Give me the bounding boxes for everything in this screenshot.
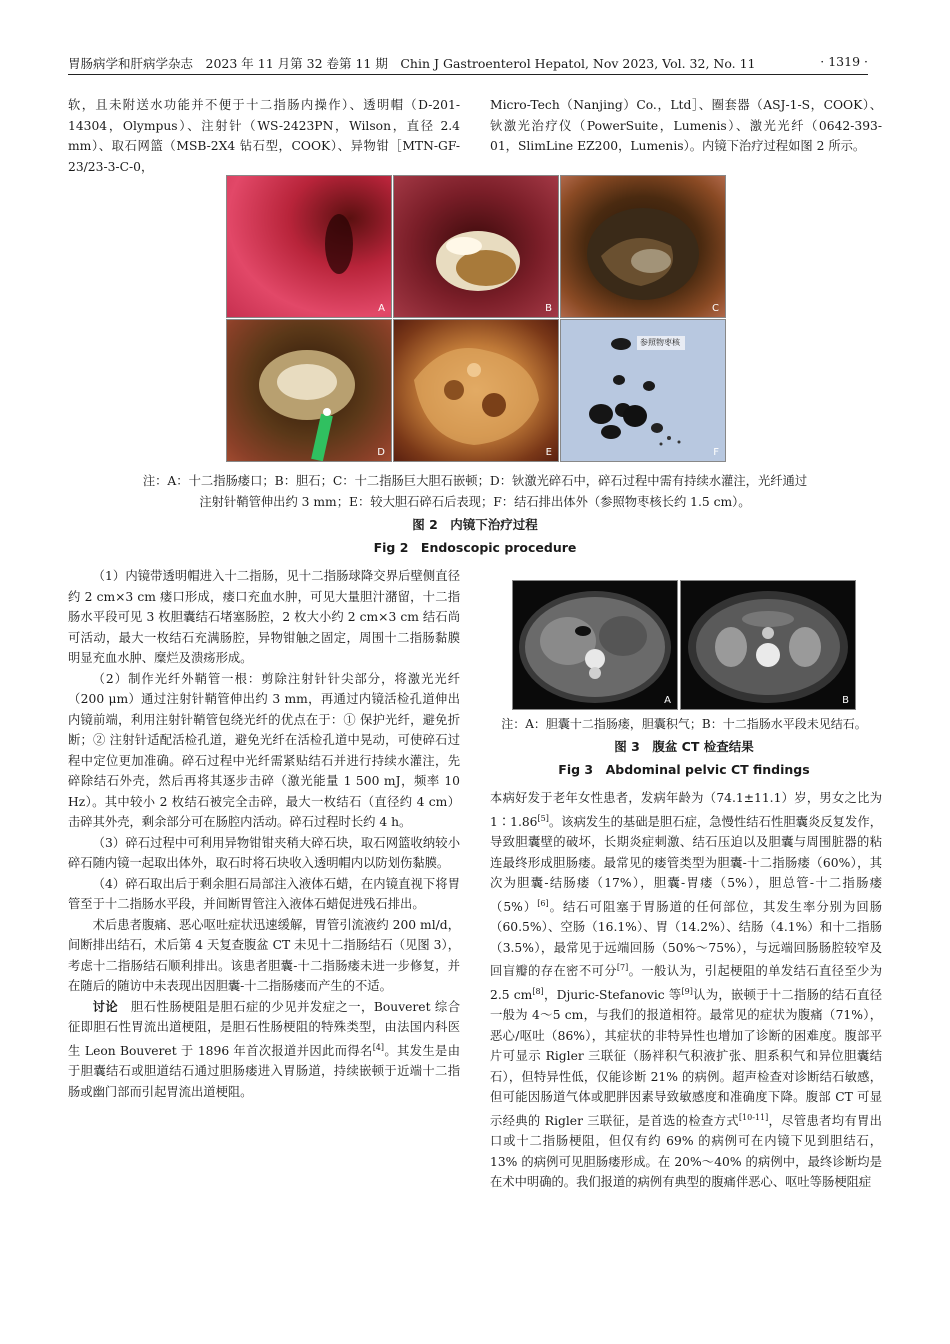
paragraph-step-2: （2）制作光纤外鞘管一根：剪除注射针针尖部分，将激光光纤（200 μm）通过注射针鞘管伸出约 3 mm，再通过内镜活检孔道伸出内镜前端，利用注射针鞘管包绕光纤的优点在于：① 保护光纤，避免折断；② 注射针适配活检孔道，避免光纤在活检孔道中晃动，可使碎石过程中定位更加准确。碎石过程中光纤需紧贴结石并进行持续水灌注，先碎除结石外壳，然后再将其逐步击碎（激光能量 1 500 mJ，频率 10 Hz）。其中较小 2 枚结石被完全击碎，最大一枚结石（直径约 4 cm）击碎其外壳，剩余部分可在肠腔内活动。碎石过程时长约 4 h。 xyxy=(68,671,460,829)
journal-header: 胃肠病学和肝病学杂志 2023 年 11 月第 32 卷第 11 期 Chin J Gastroenterol Hepatol, Nov 2023, Vol. 32, No. 11 xyxy=(68,56,756,71)
panel-label-f: F xyxy=(713,447,719,458)
fig3-note: 注：A：胆囊十二指肠瘘，胆囊积气；B：十二指肠水平段未见结石。 xyxy=(501,717,867,731)
page-number: · 1319 · xyxy=(820,54,868,69)
laser-lithotripsy-image xyxy=(227,320,391,461)
paragraph-step-1: （1）内镜带透明帽进入十二指肠，见十二指肠球降交界后壁侧直径约 2 cm×3 cm 瘘口形成，瘘口充血水肿，可见大量胆汁潴留，十二指肠水平段可见 3 枚胆囊结石堵塞肠腔，2 枚大小约 2 cm×3 cm 结石尚可活动，最大一枚结石充满肠腔，异物钳触之固定，周围十二指肠黏膜明显充血水肿、糜烂及溃疡形成。 xyxy=(68,569,460,665)
endoscopy-panel-a xyxy=(226,175,392,318)
ct-panel-a xyxy=(512,580,678,710)
endoscopy-panel-e xyxy=(393,319,559,462)
panel-label-b: B xyxy=(545,303,552,314)
ct-scan-b-image xyxy=(681,581,855,709)
ct-label-a: A xyxy=(664,695,671,706)
endoscopy-panel-b xyxy=(393,175,559,318)
top-left-paragraph: 软，且未附送水功能并不便于十二指肠内操作）、透明帽（D-201-14304，Olympus）、注射针（WS-2423PN，Wilson，直径 2.4 mm）、取石网篮（MSB-2X4 钻石型，COOK）、异物钳［MTN-GF-23/23-3-C-0， xyxy=(68,98,460,174)
reference-object-label: 参照物枣核 xyxy=(640,338,680,347)
paragraph-discussion: 讨论 胆石性肠梗阻是胆石症的少见并发症之一，Bouveret 综合征即胆石性胃流出道梗阻，是胆石性肠梗阻的特殊类型，由法国内科医生 Leon Bouveret 于 1896 年首次报道并因此而得名[4]。其发生是由于胆囊结石或胆道结石通过胆肠瘘进入胃肠道，持续嵌顿于近端十二指肠或幽门部而引起胃流出道梗阻。 xyxy=(68,998,460,1099)
discussion-label: 讨论 xyxy=(92,998,119,1014)
panel-label-c: C xyxy=(712,303,719,314)
fig3-title-en: Fig 3 Abdominal pelvic CT findings xyxy=(558,762,810,777)
ct-scan-a-image xyxy=(513,581,677,709)
fig2-note-line1: 注：A：十二指肠瘘口；B：胆石；C：十二指肠巨大胆石嵌顿；D：钬激光碎石中，碎石过程中需有持续水灌注，光纤通过 xyxy=(142,474,808,488)
panel-label-d: D xyxy=(377,447,385,458)
endoscopy-panel-d xyxy=(226,319,392,462)
right-column xyxy=(490,788,882,1193)
impacted-stone-image xyxy=(561,176,725,317)
top-right-paragraph: Micro-Tech（Nanjing）Co.，Ltd］、圈套器（ASJ-1-S，COOK）、钬激光治疗仪（PowerSuite，Lumenis）、激光光纤（0642-393-01，SlimLine EZ200，Lumenis）。内镜下治疗过程如图 2 所示。 xyxy=(490,98,882,153)
panel-label-e: E xyxy=(545,447,552,458)
ct-panel-b xyxy=(680,580,856,710)
gallstone-image xyxy=(394,176,558,317)
paragraph-step-4: （4）碎石取出后于剩余胆石局部注入液体石蜡，在内镜直视下将胃管至于十二指肠水平段，并间断胃管注入液体石蜡促进残石排出。 xyxy=(68,876,460,911)
fig3-title-cn: 图 3 腹盆 CT 检查结果 xyxy=(614,739,754,754)
left-column xyxy=(68,566,460,1102)
discussion-continued: 本病好发于老年女性患者，发病年龄为（74.1±11.1）岁，男女之比为 1∶1.86[5]。该病发生的基础是胆石症，急慢性结石性胆囊炎反复发作，导致胆囊壁的破坏，长期炎症刺激、结石压迫以及胆囊与周围脏器的粘连最终形成胆肠瘘。最常见的瘘管类型为胆囊-十二指肠瘘（60%），其次为胆囊-结肠瘘（17%），胆囊-胃瘘（5%），胆总管-十二指肠瘘（5%）[6]。结石可阻塞于胃肠道的任何部位，其发生率分别为回肠（60.5%）、空肠（16.1%）、胃（14.2%）、结肠（4.1%）和十二指肠（3.5%），最常见于远端回肠（50%～75%），与远端回肠肠腔较窄及回盲瓣的存在密不可分[7]。一般认为，引起梗阻的单发结石直径至少为 2.5 cm[8]，Djuric-Stefanovic 等[9]认为，嵌顿于十二指肠的结石直径一般为 4～5 cm，与我们的报道相符。最常见的症状为腹痛（71%），恶心/呕吐（86%），其症状的非特异性也增加了诊断的困难度。腹部平片可显示 Rigler 三联征（肠袢积气积液扩张、胆系积气和异位胆囊结石），但特异性低，仅能诊断 21% 的病例。超声检查对诊断结石敏感，但可能因肠道气体或肥胖因素导致敏感度和准确度下降。腹部 CT 可显示经典的 Rigler 三联征，是首选的检查方式[10-11]，尽管患者均有胃出口或十二指肠梗阻，但仅有约 69% 的病例可在内镜下见到胆结石，13% 的病例可见胆肠瘘形成。在 20%～40% 的病例中，最终诊断均是在术中明确的。我们报道的病例有典型的腹痛伴恶心、呕吐等肠梗阻症 xyxy=(490,791,882,1190)
citation: [4] xyxy=(372,1042,385,1052)
paragraph-postop: 术后患者腹痛、恶心呕吐症状迅速缓解，胃管引流液约 200 ml/d，间断排出结石，术后第 4 天复查腹盆 CT 未见十二指肠结石（见图 3），考虑十二指肠结石顺利排出。该患者胆囊-十二指肠瘘未进一步修复，并在随后的随访中未表现出因胆囊-十二指肠瘘而产生的不适。 xyxy=(68,917,460,993)
fig2-note-line2: 注射针鞘管伸出约 3 mm；E：较大胆石碎石后表现；F：结石排出体外（参照物枣核长约 1.5 cm）。 xyxy=(199,495,751,509)
endoscopy-panel-c xyxy=(560,175,726,318)
fistula-image xyxy=(227,176,391,317)
paragraph-step-3: （3）碎石过程中可利用异物钳钳夹稍大碎石块，取石网篮收纳较小碎石随内镜一起取出体外，取石时将石块收入透明帽内以防划伤黏膜。 xyxy=(68,835,460,870)
running-header xyxy=(68,52,868,75)
fragmented-stone-image xyxy=(394,320,558,461)
ct-label-b: B xyxy=(842,695,849,706)
fig2-title-en: Fig 2 Endoscopic procedure xyxy=(373,540,577,555)
endoscopy-panel-f xyxy=(560,319,726,462)
panel-label-a: A xyxy=(378,303,385,314)
fig2-title-cn: 图 2 内镜下治疗过程 xyxy=(412,517,538,532)
